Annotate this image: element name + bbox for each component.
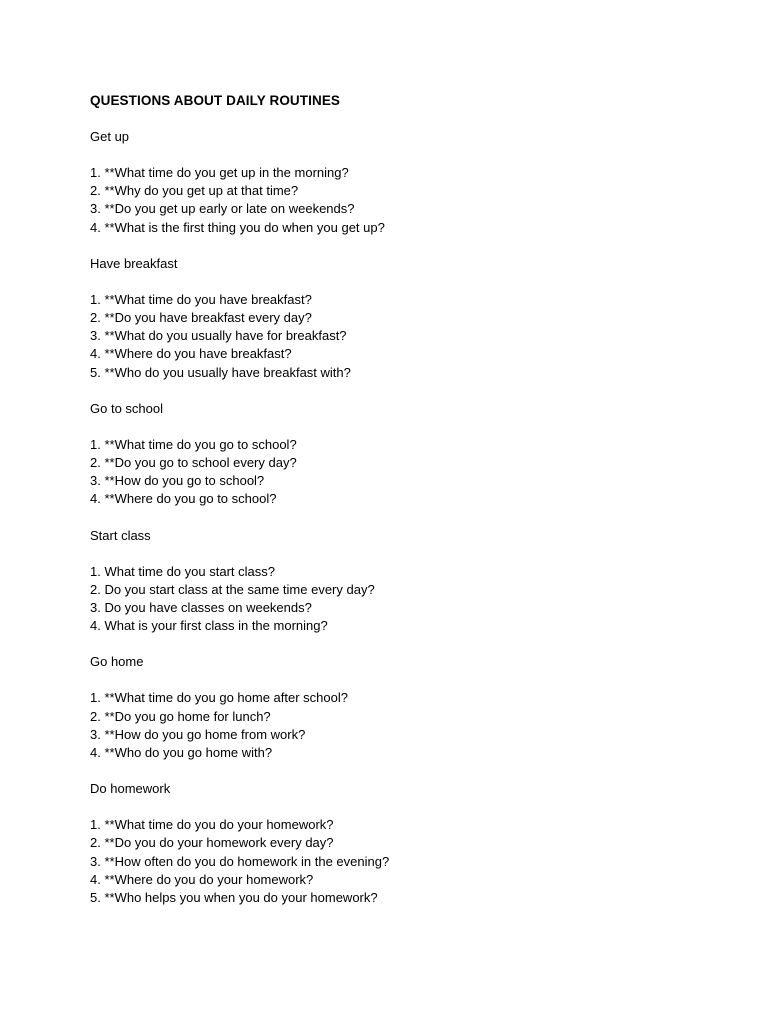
question-item: 2. **Do you do your homework every day? (90, 835, 334, 851)
section-get-up (90, 128, 730, 237)
question-item: 4. **Where do you have breakfast? (90, 346, 292, 362)
question-item: 3. Do you have classes on weekends? (90, 600, 312, 616)
question-item: 4. **Who do you go home with? (90, 745, 273, 761)
document-title: QUESTIONS ABOUT DAILY ROUTINES (90, 93, 341, 108)
question-item: 1. What time do you start class? (90, 563, 275, 579)
question-item: 2. **Why do you get up at that time? (90, 183, 299, 199)
section-heading: Start class (90, 527, 151, 543)
section-heading: Get up (90, 129, 130, 144)
question-item: 2. **Do you go to school every day? (90, 455, 297, 471)
question-item: 3. **Do you get up early or late on weekends? (90, 201, 355, 217)
question-item: 2. **Do you have breakfast every day? (90, 310, 312, 326)
question-list (90, 816, 730, 907)
question-item: 1. **What time do you do your homework? (90, 817, 334, 833)
question-item: 4. **Where do you go to school? (90, 491, 277, 507)
section-do-homework (90, 780, 730, 907)
section-go-to-school (90, 400, 730, 509)
question-list (90, 563, 730, 636)
question-item: 3. **How do you go to school? (90, 473, 265, 489)
question-item: 1. **What time do you go to school? (90, 436, 297, 452)
question-item: 4. **Where do you do your homework? (90, 871, 314, 887)
question-list (90, 164, 730, 237)
question-item: 1. **What time do you get up in the morning? (90, 165, 349, 180)
question-item: 3. **How often do you do homework in the evening? (90, 853, 390, 869)
section-start-class (90, 527, 730, 636)
question-item: 2. **Do you go home for lunch? (90, 708, 271, 724)
question-list (90, 436, 730, 509)
question-item: 4. What is your first class in the morning? (90, 618, 328, 634)
question-item: 4. **What is the first thing you do when you get up? (90, 219, 385, 235)
question-item: 2. Do you start class at the same time every day? (90, 581, 375, 597)
question-item: 1. **What time do you go home after school? (90, 690, 348, 706)
section-heading: Do homework (90, 781, 171, 797)
question-list (90, 689, 730, 762)
document-page (90, 92, 730, 925)
section-heading: Go to school (90, 400, 163, 416)
section-heading: Go home (90, 654, 144, 670)
section-go-home (90, 653, 730, 762)
question-item: 3. **How do you go home from work? (90, 726, 306, 742)
question-item: 5. **Who do you usually have breakfast with? (90, 364, 351, 380)
question-item: 3. **What do you usually have for breakfast? (90, 328, 347, 344)
section-have-breakfast (90, 255, 730, 382)
question-item: 5. **Who helps you when you do your homework? (90, 890, 378, 906)
question-item: 1. **What time do you have breakfast? (90, 291, 312, 307)
section-heading: Have breakfast (90, 255, 178, 271)
question-list (90, 291, 730, 382)
